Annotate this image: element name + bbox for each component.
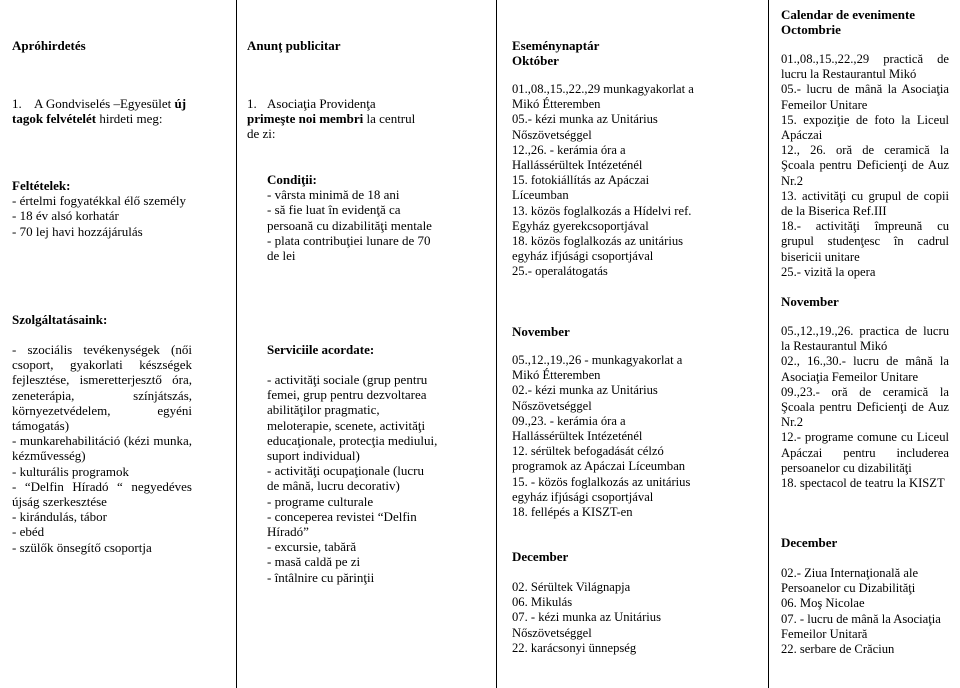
intro-pre: Asociaţia Providenţa — [267, 96, 376, 111]
item-number: 1. — [247, 96, 257, 111]
column-title: Eseménynaptár — [512, 38, 600, 53]
event-item: 05.- kézi munka az Unitárius Nőszövetséggel — [512, 112, 658, 142]
event-item: 09.,23. - kerámia óra a Hallássérültek Intézeténél — [512, 413, 643, 444]
services-title: Serviciile acordate: — [267, 342, 375, 357]
event-item: 02. Sérültek Világnapja — [512, 580, 631, 594]
condition-item: - vârsta minimă de 18 ani — [267, 187, 400, 203]
event-item: 13. activităţi cu grupul de copii de la Biserica Ref.III — [781, 188, 949, 219]
event-item: 05.,12.,19.,26 - munkagyakorlat a Mikó Étteremben — [512, 353, 683, 383]
condition-item: - să fie luat în evidenţă ca persoană cu dizabilităţi mentale — [267, 202, 432, 233]
event-item: 25.- vizită la opera — [781, 264, 876, 279]
service-item: - programe culturale — [267, 493, 374, 509]
november-list — [781, 324, 949, 491]
event-item: 18. spectacol de teatru la KISZT — [781, 476, 945, 491]
event-item: 15. fotokiállítás az Apáczai Líceumban — [512, 173, 650, 203]
column-title: Anunţ publicitar — [247, 38, 341, 53]
event-item: 01.,08.,15.,22.,29 practică de lucru la Restaurantul Mikó — [781, 52, 949, 82]
event-item: 12.- programe comune cu Liceul Apáczai pentru includerea persoanelor cu dizabilităţi — [781, 430, 949, 475]
service-item: - masă caldă pe zi — [267, 554, 361, 570]
service-item: - kulturális programok — [12, 463, 129, 479]
event-item: 05.,12.,19.,26. practica de lucru la Restaurantul Mikó — [781, 324, 949, 354]
conditions-title: Condiţii: — [267, 172, 317, 187]
column-calendar-ro — [781, 0, 953, 688]
event-item: 05.- lucru de mână la Asociaţia Femeilor Unitare — [781, 82, 949, 112]
condition-item: - 18 év alsó korhatár — [12, 208, 119, 224]
event-item: 18. fellépés a KISZT-en — [512, 505, 633, 520]
event-item: 02.- Ziua Internaţională ale Persoanelor cu Dizabilităţi — [781, 566, 919, 596]
intro-post: hirdeti meg: — [96, 111, 163, 127]
column-subtitle: Október — [512, 53, 559, 68]
december-list — [512, 580, 694, 656]
column-divider-1 — [236, 0, 237, 688]
column-calendar-hu — [512, 0, 702, 688]
service-item: - conceperea revistei “Delfin Híradó” — [267, 508, 417, 540]
event-item: 18.- activităţi împreună cu grupul studenţesc în cadrul bisericii unitare — [781, 219, 949, 264]
service-item: - kirándulás, tábor — [12, 509, 107, 525]
event-item: 22. karácsonyi ünnepség — [512, 640, 637, 655]
conditions-block — [12, 178, 197, 239]
service-item: - “Delfin Híradó “ negyedéves újság szerkesztése — [12, 478, 192, 510]
intro-bold: új tagok felvételét — [12, 96, 187, 127]
month-title: November — [512, 324, 570, 339]
conditions-block — [267, 172, 432, 263]
event-item: 18. közös foglalkozás az unitárius egyház ifjúsági csoportjával — [512, 234, 684, 264]
event-item: 22. serbare de Crăciun — [781, 642, 895, 657]
october-list — [512, 82, 694, 280]
service-item: - ebéd — [12, 524, 45, 540]
event-item: 12., 26. oră de ceramică la Şcoala pentru Deficienţi de Auz Nr.2 — [781, 143, 949, 188]
december-list — [781, 566, 949, 657]
event-item: 12. sérültek befogadását célzó programok az Apáczai Líceumban — [512, 444, 686, 474]
event-item: 01.,08.,15.,22.,29 munkagyakorlat a Mikó Étteremben — [512, 82, 694, 112]
intro-paragraph — [247, 96, 427, 142]
column-classified-ro — [247, 0, 438, 688]
october-list — [781, 52, 949, 280]
intro-paragraph — [12, 96, 197, 126]
service-item: - activităţi ocupaţionale (lucru de mână, lucru decorativ) — [267, 463, 425, 494]
service-item: - întâlnire cu părinţii — [267, 569, 375, 585]
service-item: - activităţi sociale (grup pentru femei, grup pentru dezvoltarea abilităţilor pragmatic, meloterapie, scenete, activităţi educaţionale, protecţia mediului, suport individual) — [267, 372, 438, 464]
event-item: 07. - kézi munka az Unitárius Nőszövetséggel — [512, 610, 661, 640]
item-number: 1. — [12, 96, 22, 111]
services-list — [267, 372, 439, 585]
condition-item: - értelmi fogyatékkal élő személy — [12, 193, 186, 209]
condition-item: - plata contribuţiei lunare de 70 de lei — [267, 232, 431, 264]
column-title: Apróhirdetés — [12, 38, 86, 53]
event-item: 02.- kézi munka az Unitárius Nőszövetséggel — [512, 383, 658, 413]
month-title: December — [781, 535, 838, 550]
event-item: 06. Moş Nicolae — [781, 596, 865, 611]
service-item: - szociális tevékenységek (női csoport, gyakorlati készségek fejlesztése, ismeretterjesztő óra, zeneterápia, színjátszás, környezetvédelem, egyéni támogatás) — [12, 342, 192, 434]
event-item: 09.,23.- oră de ceramică la Şcoala pentru Deficienţi de Auz Nr.2 — [781, 384, 949, 430]
intro-pre: A Gondviselés –Egyesület — [34, 96, 175, 111]
service-item: - munkarehabilitáció (kézi munka, kézművesség) — [12, 433, 192, 464]
column-divider-2 — [496, 0, 497, 688]
event-item: 15. expoziţie de foto la Liceul Apáczai — [781, 112, 949, 143]
event-item: 12.,26. - kerámia óra a Hallássérültek Intézeténél — [512, 142, 643, 173]
conditions-title: Feltételek: — [12, 178, 71, 193]
intro-post: la centrul de zi: — [247, 111, 416, 142]
event-item: 15. - közös foglalkozás az unitárius egyház ifjúsági csoportjával — [512, 474, 691, 504]
november-list — [512, 353, 694, 520]
services-title: Szolgáltatásaink: — [12, 312, 108, 327]
intro-bold: primeşte noi membri — [247, 111, 364, 127]
column-title: Calendar de evenimente — [781, 7, 916, 22]
month-title: December — [512, 549, 569, 564]
column-divider-3 — [768, 0, 769, 688]
service-item: - excursie, tabără — [267, 539, 357, 555]
column-subtitle: Octombrie — [781, 22, 841, 37]
condition-item: - 70 lej havi hozzájárulás — [12, 223, 143, 239]
event-item: 06. Mikulás — [512, 595, 573, 610]
column-classified-hu — [12, 0, 197, 688]
event-item: 02., 16.,30.- lucru de mână la Asociaţia Femeilor Unitare — [781, 354, 949, 384]
services-list — [12, 342, 192, 555]
event-item: 07. - lucru de mână la Asociaţia Femeilor Unitară — [781, 611, 941, 641]
event-item: 13. közös foglalkozás a Hídelvi ref. Egyház gyerekcsoportjával — [512, 203, 692, 233]
month-title: November — [781, 294, 839, 309]
service-item: - szülők önsegítő csoportja — [12, 539, 152, 555]
event-item: 25.- operalátogatás — [512, 264, 608, 279]
